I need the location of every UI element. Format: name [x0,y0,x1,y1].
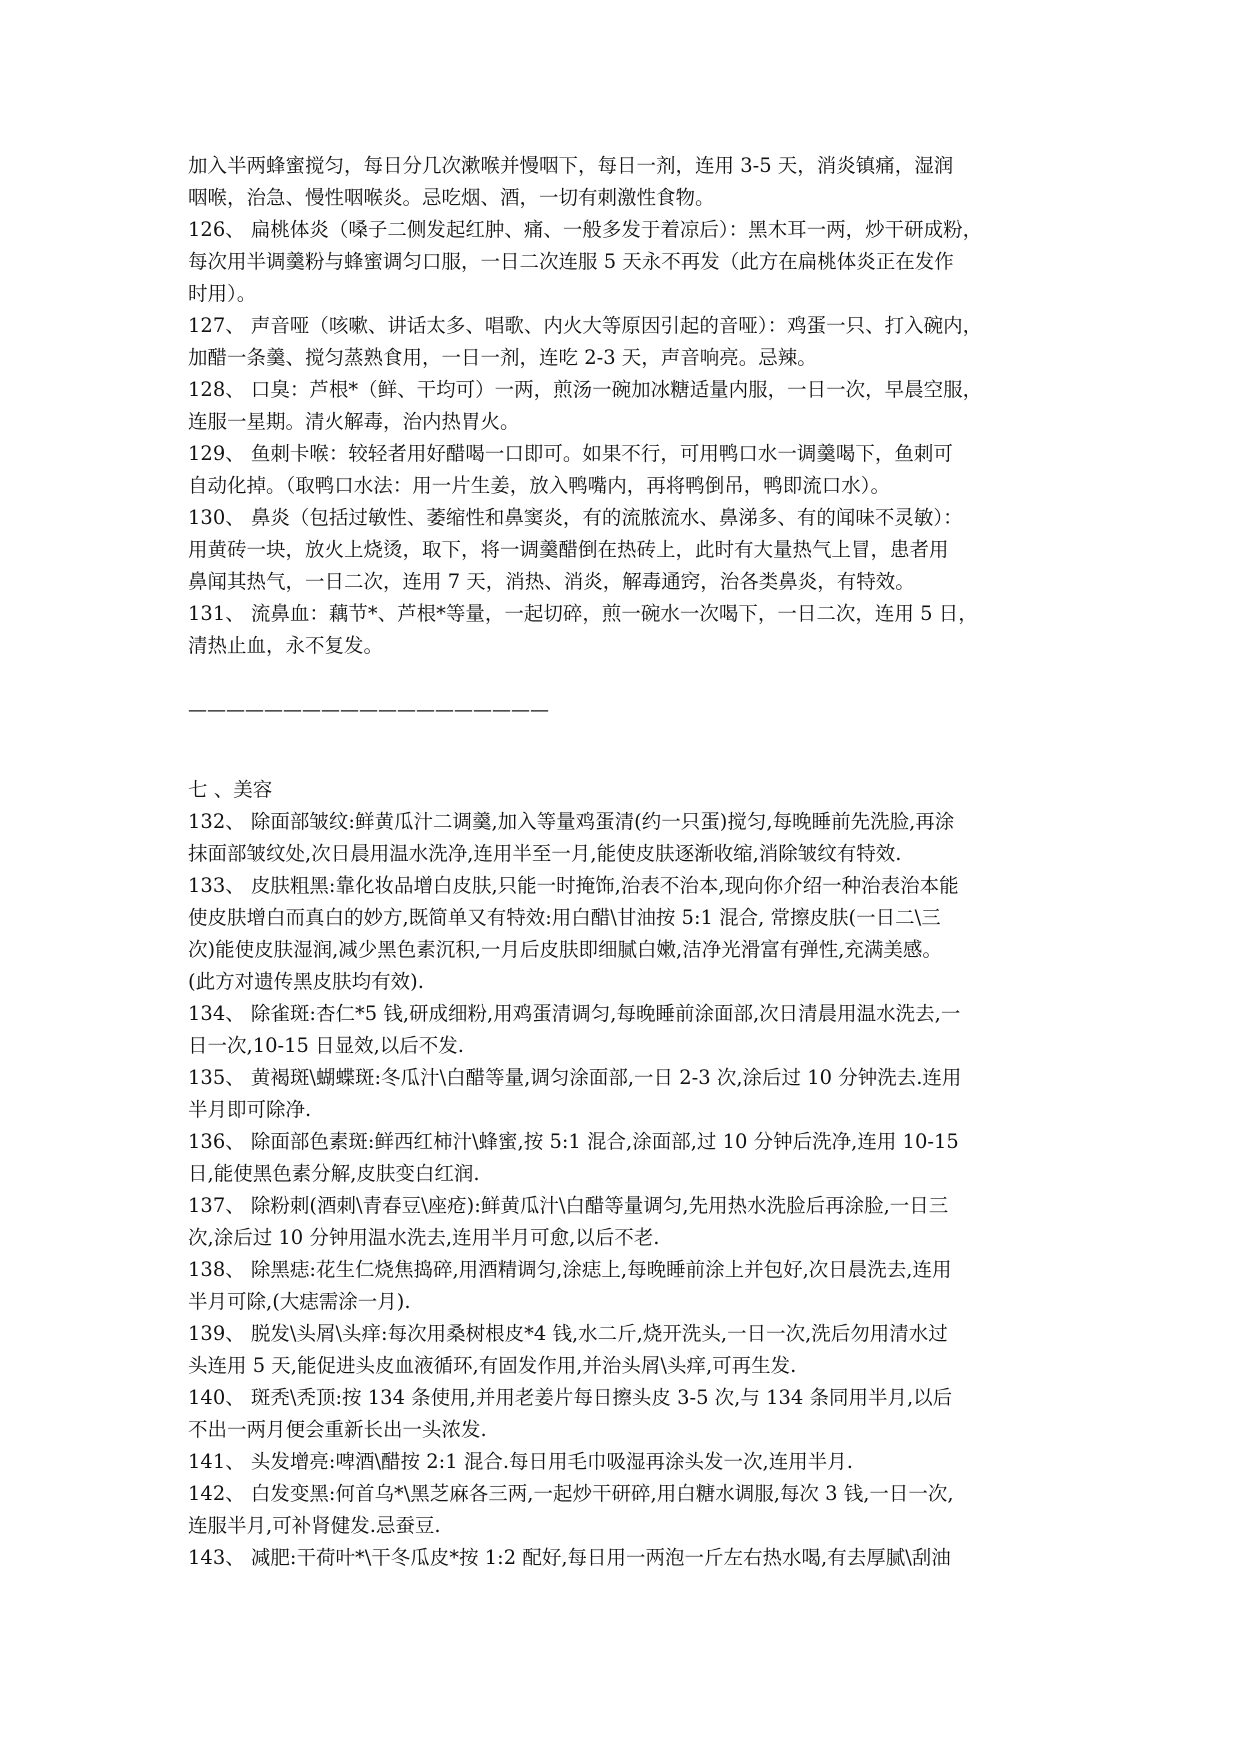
text-line: 128、 口臭：芦根*（鲜、干均可）一两，煎汤一碗加冰糖适量内服，一日一次，早晨空服， [188,378,983,401]
text-line: 日,能使黑色素分解,皮肤变白红润. [188,1162,480,1185]
text-line: 抹面部皱纹处,次日晨用温水洗净,连用半至一月,能使皮肤逐渐收缩,消除皱纹有特效. [188,842,902,865]
remedies-block-beauty [188,806,1056,1574]
text-line: 半月可除,(大痣需涂一月). [188,1290,411,1313]
text-line: 126、 扁桃体炎（嗓子二侧发起红肿、痛、一般多发于着凉后）：黑木耳一两，炒干研成粉， [188,218,983,241]
text-line: 鼻闻其热气，一日二次，连用 7 天，消热、消炎，解毒通窍，治各类鼻炎，有特效。 [188,570,915,593]
text-line: 次,涂后过 10 分钟用温水洗去,连用半月可愈,以后不老. [188,1226,660,1249]
text-line: 139、 脱发\头屑\头痒:每次用桑树根皮*4 钱,水二斤,烧开洗头,一日一次,洗后勿用清水过 [188,1322,948,1345]
text-line: 140、 斑秃\秃顶:按 134 条使用,并用老姜片每日擦头皮 3-5 次,与 134 条同用半月,以后 [188,1386,953,1409]
text-line: 使皮肤增白而真白的妙方,既简单又有特效:用白醋\甘油按 5:1 混合, 常擦皮肤(一日二\三 [188,906,941,929]
text-line: 133、 皮肤粗黑:靠化妆品增白皮肤,只能一时掩饰,治表不治本,现向你介绍一种治表治本能 [188,874,959,897]
text-line: 不出一两月便会重新长出一头浓发. [188,1418,487,1441]
text-line: 清热止血，永不复发。 [188,634,384,657]
text-line: 135、 黄褐斑\蝴蝶斑:冬瓜汁\白醋等量,调匀涂面部,一日 2-3 次,涂后过 10 分钟洗去.连用 [188,1066,962,1089]
text-line: (此方对遗传黑皮肤均有效). [188,970,424,993]
text-line: 138、 除黑痣:花生仁烧焦捣碎,用酒精调匀,涂痣上,每晚睡前涂上并包好,次日晨洗去,连用 [188,1258,952,1281]
section-heading-beauty: 七 、美容 [188,778,273,801]
text-line: 加入半两蜂蜜搅匀，每日分几次漱喉并慢咽下，每日一剂，连用 3-5 天，消炎镇痛，湿润 [188,154,954,177]
text-line: 每次用半调羹粉与蜂蜜调匀口服，一日二次连服 5 天永不再发（此方在扁桃体炎正在发作 [188,250,954,273]
text-line: 127、 声音哑（咳嗽、讲话太多、唱歌、内火大等原因引起的音哑）：鸡蛋一只、打入碗内， [188,314,983,337]
text-line: 142、 白发变黑:何首乌*\黑芝麻各三两,一起炒干研碎,用白糖水调服,每次 3 钱,一日一次, [188,1482,954,1505]
text-line: 半月即可除净. [188,1098,312,1121]
text-line: 连服一星期。清火解毒，治内热胃火。 [188,410,520,433]
text-line: 131、 流鼻血：藕节*、芦根*等量，一起切碎，煎一碗水一次喝下，一日二次，连用 5 日， [188,602,978,625]
text-line: 134、 除雀斑:杏仁*5 钱,研成细粉,用鸡蛋清调匀,每晚睡前涂面部,次日清晨用温水洗去,一 [188,1002,961,1025]
text-line: 用黄砖一块，放火上烧烫，取下，将一调羹醋倒在热砖上，此时有大量热气上冒，患者用 [188,538,949,561]
section-spacer [188,726,1056,774]
text-line: 日一次,10-15 日显效,以后不发. [188,1034,465,1057]
remedies-block-throat-nose [188,150,1056,662]
text-line: 自动化掉。（取鸭口水法：用一片生姜，放入鸭嘴内，再将鸭倒吊，鸭即流口水）。 [188,474,891,497]
text-line: 136、 除面部色素斑:鲜西红柿汁\蜂蜜,按 5:1 混合,涂面部,过 10 分钟后洗净,连用 10-15 [188,1130,959,1153]
text-line: 129、 鱼刺卡喉：较轻者用好醋喝一口即可。如果不行，可用鸭口水一调羹喝下，鱼刺可 [188,442,953,465]
text-line: 时用）。 [188,282,257,305]
text-line: 咽喉，治急、慢性咽喉炎。忌吃烟、酒，一切有刺激性食物。 [188,186,715,209]
document-page [188,150,1056,1574]
text-line: 加醋一条羹、搅匀蒸熟食用，一日一剂，连吃 2-3 天，声音响亮。忌辣。 [188,346,817,369]
text-line: 143、 减肥:干荷叶*\干冬瓜皮*按 1:2 配好,每日用一两泡一斤左右热水喝,有去厚腻\刮油 [188,1546,951,1569]
text-line: 141、 头发增亮:啤酒\醋按 2:1 混合.每日用毛巾吸湿再涂头发一次,连用半月. [188,1450,853,1473]
section-divider: ——————————————————— [188,699,549,721]
text-line: 132、 除面部皱纹:鲜黄瓜汁二调羹,加入等量鸡蛋清(约一只蛋)搅匀,每晚睡前先洗脸,再涂 [188,810,955,833]
text-line: 连服半月,可补肾健发.忌蚕豆. [188,1514,441,1537]
text-line: 头连用 5 天,能促进头皮血液循环,有固发作用,并治头屑\头痒,可再生发. [188,1354,797,1377]
text-line: 次)能使皮肤湿润,减少黑色素沉积,一月后皮肤即细腻白嫩,洁净光滑富有弹性,充满美感。 [188,938,942,961]
text-line: 130、 鼻炎（包括过敏性、萎缩性和鼻窦炎，有的流脓流水、鼻涕多、有的闻味不灵敏）： [188,506,963,529]
text-line: 137、 除粉刺(酒刺\青春豆\座疮):鲜黄瓜汁\白醋等量调匀,先用热水洗脸后再涂脸,一日三 [188,1194,949,1217]
